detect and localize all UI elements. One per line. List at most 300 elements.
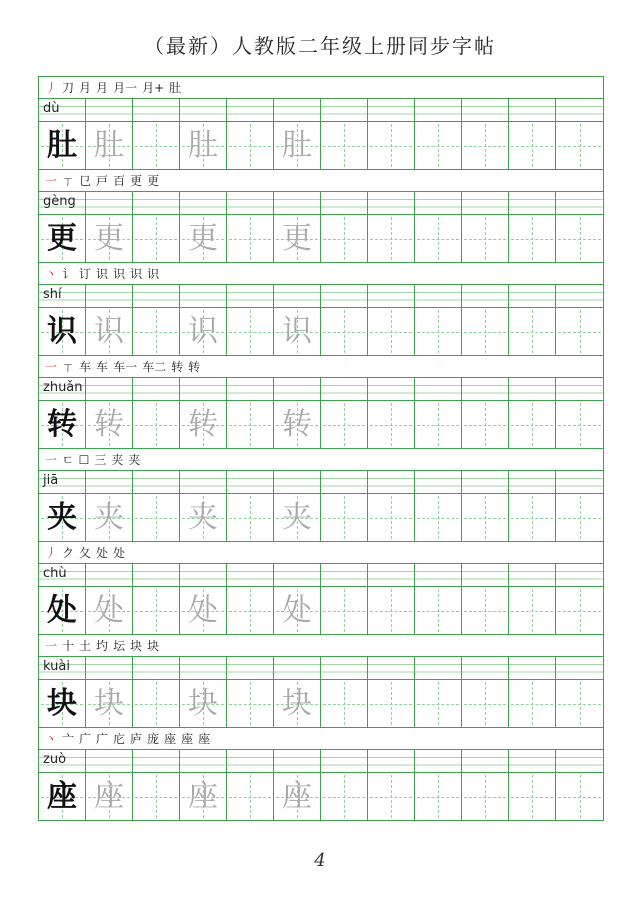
pinyin-cell[interactable]: [556, 564, 603, 586]
stroke-step: 土: [79, 639, 92, 653]
stroke-step: 一: [45, 174, 58, 188]
pinyin-cell[interactable]: [556, 657, 603, 679]
pinyin-cell[interactable]: [86, 471, 133, 493]
stroke-step: 刀: [62, 81, 75, 95]
tian-zi-ge-cell[interactable]: [462, 215, 509, 262]
stroke-step: 夂: [79, 546, 92, 560]
pinyin-cell[interactable]: [415, 99, 462, 121]
character-block: [39, 262, 603, 355]
trace-character: 识: [188, 313, 218, 349]
tian-zi-ge-cell[interactable]: [39, 680, 86, 727]
tian-zi-ge-cell[interactable]: [415, 308, 462, 355]
pinyin-label: zuò: [43, 752, 67, 767]
pinyin-cell[interactable]: [86, 564, 133, 586]
pinyin-row: [39, 377, 603, 400]
pinyin-cell[interactable]: [415, 564, 462, 586]
pinyin-cell[interactable]: [86, 378, 133, 400]
pinyin-cell[interactable]: [321, 378, 368, 400]
trace-character: 转: [282, 406, 312, 442]
pinyin-cell[interactable]: [274, 657, 321, 679]
pinyin-cell[interactable]: [368, 378, 415, 400]
tian-zi-ge-cell[interactable]: [227, 494, 274, 541]
tian-zi-ge-cell[interactable]: [415, 401, 462, 448]
tian-zi-ge-cell[interactable]: [368, 122, 415, 169]
stroke-step: ☐: [78, 452, 90, 467]
tian-zi-ge-cell[interactable]: [368, 680, 415, 727]
stroke-step: 戸: [96, 174, 109, 188]
pinyin-cell[interactable]: [509, 564, 556, 586]
tian-zi-ge-cell[interactable]: [227, 308, 274, 355]
trace-character: 肚: [94, 127, 124, 163]
tian-zi-ge-cell[interactable]: [86, 215, 133, 262]
page-number: 4: [314, 850, 326, 871]
pinyin-cell[interactable]: [180, 378, 227, 400]
pinyin-row: [39, 563, 603, 586]
tian-zi-ge-cell[interactable]: [368, 773, 415, 820]
character-block: [39, 76, 603, 169]
tian-zi-ge-cell[interactable]: [368, 215, 415, 262]
pinyin-cell[interactable]: [415, 750, 462, 772]
tian-zi-ge-cell[interactable]: [321, 773, 368, 820]
pinyin-label: kuài: [43, 659, 70, 674]
pinyin-cell[interactable]: [274, 99, 321, 121]
pinyin-cell[interactable]: [462, 192, 509, 214]
tian-zi-ge-cell[interactable]: [415, 122, 462, 169]
stroke-order-row: [39, 169, 603, 191]
pinyin-cell[interactable]: [415, 657, 462, 679]
stroke-step: 一: [45, 453, 58, 467]
stroke-step: 广: [96, 732, 109, 746]
character-row: [39, 493, 603, 541]
stroke-step: 月一: [113, 81, 138, 95]
tian-zi-ge-cell[interactable]: [415, 587, 462, 634]
tian-zi-ge-cell[interactable]: [556, 587, 603, 634]
pinyin-cell[interactable]: [86, 99, 133, 121]
tian-zi-ge-cell[interactable]: [462, 401, 509, 448]
practice-grid: [38, 76, 604, 821]
tian-zi-ge-cell[interactable]: [556, 122, 603, 169]
pinyin-cell[interactable]: [509, 99, 556, 121]
model-character: 识: [47, 313, 77, 349]
pinyin-cell[interactable]: [509, 657, 556, 679]
stroke-step: 丿: [45, 81, 58, 95]
pinyin-cell[interactable]: [86, 285, 133, 307]
stroke-step: 夹: [111, 453, 124, 467]
character-row: [39, 679, 603, 727]
stroke-step: 处: [96, 546, 109, 560]
stroke-step: 十: [62, 639, 75, 653]
tian-zi-ge-cell[interactable]: [86, 587, 133, 634]
stroke-step: 月+: [142, 81, 165, 95]
stroke-step: 庐: [130, 732, 143, 746]
tian-zi-ge-cell[interactable]: [133, 308, 180, 355]
tian-zi-ge-cell[interactable]: [180, 122, 227, 169]
tian-zi-ge-cell[interactable]: [509, 680, 556, 727]
pinyin-cell[interactable]: [462, 750, 509, 772]
stroke-step: 丿: [45, 546, 58, 560]
trace-character: 处: [282, 592, 312, 628]
trace-character: 夹: [94, 499, 124, 535]
pinyin-cell[interactable]: [509, 285, 556, 307]
stroke-step: 识: [96, 267, 109, 281]
stroke-step: 坛: [113, 639, 126, 653]
tian-zi-ge-cell[interactable]: [39, 773, 86, 820]
tian-zi-ge-cell[interactable]: [86, 122, 133, 169]
tian-zi-ge-cell[interactable]: [509, 308, 556, 355]
tian-zi-ge-cell[interactable]: [180, 215, 227, 262]
pinyin-cell[interactable]: [227, 285, 274, 307]
pinyin-row: [39, 98, 603, 121]
trace-character: 夹: [188, 499, 218, 535]
stroke-step: 识: [113, 267, 126, 281]
stroke-step: 月: [96, 81, 109, 95]
pinyin-row: [39, 749, 603, 772]
pinyin-cell[interactable]: [321, 192, 368, 214]
tian-zi-ge-cell[interactable]: [274, 401, 321, 448]
pinyin-label: shí: [43, 287, 62, 302]
stroke-order-row: [39, 634, 603, 656]
stroke-step: ㄷ: [62, 453, 74, 467]
pinyin-label: zhuǎn: [43, 380, 83, 395]
tian-zi-ge-cell[interactable]: [462, 773, 509, 820]
tian-zi-ge-cell[interactable]: [462, 680, 509, 727]
character-block: [39, 634, 603, 727]
tian-zi-ge-cell[interactable]: [133, 215, 180, 262]
tian-zi-ge-cell[interactable]: [321, 401, 368, 448]
character-row: [39, 214, 603, 262]
tian-zi-ge-cell[interactable]: [274, 587, 321, 634]
tian-zi-ge-cell[interactable]: [321, 494, 368, 541]
stroke-step: 丶: [45, 267, 58, 281]
tian-zi-ge-cell[interactable]: [86, 680, 133, 727]
pinyin-cell[interactable]: [133, 285, 180, 307]
tian-zi-ge-cell[interactable]: [274, 494, 321, 541]
tian-zi-ge-cell[interactable]: [227, 122, 274, 169]
pinyin-cell[interactable]: [368, 564, 415, 586]
page-title: （最新）人教版二年级上册同步字帖: [144, 34, 496, 58]
pinyin-cell[interactable]: [180, 657, 227, 679]
tian-zi-ge-cell[interactable]: [368, 587, 415, 634]
pinyin-cell[interactable]: [39, 750, 86, 772]
tian-zi-ge-cell[interactable]: [462, 494, 509, 541]
tian-zi-ge-cell[interactable]: [86, 308, 133, 355]
trace-character: 座: [188, 778, 218, 814]
pinyin-cell[interactable]: [86, 657, 133, 679]
stroke-step: 块: [130, 639, 143, 653]
pinyin-cell[interactable]: [180, 192, 227, 214]
tian-zi-ge-cell[interactable]: [227, 401, 274, 448]
tian-zi-ge-cell[interactable]: [133, 401, 180, 448]
pinyin-cell[interactable]: [462, 471, 509, 493]
pinyin-cell[interactable]: [39, 657, 86, 679]
tian-zi-ge-cell[interactable]: [227, 680, 274, 727]
tian-zi-ge-cell[interactable]: [133, 680, 180, 727]
character-row: [39, 121, 603, 169]
stroke-step: 㔾: [79, 174, 92, 188]
stroke-step: 三: [94, 453, 107, 467]
tian-zi-ge-cell[interactable]: [556, 308, 603, 355]
tian-zi-ge-cell[interactable]: [415, 215, 462, 262]
stroke-order-row: [39, 727, 603, 749]
tian-zi-ge-cell[interactable]: [321, 680, 368, 727]
trace-character: 处: [188, 592, 218, 628]
pinyin-cell[interactable]: [368, 99, 415, 121]
pinyin-cell[interactable]: [133, 564, 180, 586]
pinyin-cell[interactable]: [227, 564, 274, 586]
pinyin-cell[interactable]: [39, 99, 86, 121]
tian-zi-ge-cell[interactable]: [556, 494, 603, 541]
stroke-step: 座: [164, 732, 177, 746]
pinyin-cell[interactable]: [274, 471, 321, 493]
pinyin-cell[interactable]: [509, 378, 556, 400]
pinyin-cell[interactable]: [274, 750, 321, 772]
trace-character: 处: [94, 592, 124, 628]
pinyin-cell[interactable]: [368, 471, 415, 493]
model-character: 更: [47, 220, 77, 256]
pinyin-cell[interactable]: [368, 285, 415, 307]
trace-character: 块: [282, 685, 312, 721]
trace-character: 座: [282, 778, 312, 814]
tian-zi-ge-cell[interactable]: [509, 215, 556, 262]
tian-zi-ge-cell[interactable]: [274, 122, 321, 169]
stroke-step: ㄒ: [62, 174, 75, 188]
pinyin-cell[interactable]: [321, 99, 368, 121]
pinyin-cell[interactable]: [462, 99, 509, 121]
tian-zi-ge-cell[interactable]: [509, 122, 556, 169]
pinyin-cell[interactable]: [556, 192, 603, 214]
pinyin-row: [39, 191, 603, 214]
tian-zi-ge-cell[interactable]: [321, 122, 368, 169]
trace-character: 块: [94, 685, 124, 721]
tian-zi-ge-cell[interactable]: [556, 401, 603, 448]
stroke-step: 识: [147, 267, 160, 281]
pinyin-cell[interactable]: [415, 285, 462, 307]
pinyin-cell[interactable]: [462, 378, 509, 400]
trace-character: 更: [282, 220, 312, 256]
tian-zi-ge-cell[interactable]: [227, 215, 274, 262]
tian-zi-ge-cell[interactable]: [509, 401, 556, 448]
tian-zi-ge-cell[interactable]: [39, 401, 86, 448]
tian-zi-ge-cell[interactable]: [509, 587, 556, 634]
pinyin-cell[interactable]: [415, 471, 462, 493]
stroke-step: 亠: [62, 732, 75, 746]
tian-zi-ge-cell[interactable]: [368, 494, 415, 541]
pinyin-label: jiā: [43, 473, 59, 488]
stroke-step: 转: [171, 360, 184, 374]
stroke-step: 丶: [45, 732, 58, 746]
tian-zi-ge-cell[interactable]: [321, 587, 368, 634]
pinyin-cell[interactable]: [274, 378, 321, 400]
tian-zi-ge-cell[interactable]: [462, 308, 509, 355]
stroke-step: 庞: [147, 732, 160, 746]
tian-zi-ge-cell[interactable]: [39, 494, 86, 541]
pinyin-cell[interactable]: [133, 192, 180, 214]
pinyin-cell[interactable]: [321, 285, 368, 307]
model-character: 块: [47, 685, 77, 721]
tian-zi-ge-cell[interactable]: [39, 308, 86, 355]
tian-zi-ge-cell[interactable]: [86, 494, 133, 541]
pinyin-cell[interactable]: [227, 192, 274, 214]
tian-zi-ge-cell[interactable]: [39, 587, 86, 634]
tian-zi-ge-cell[interactable]: [509, 494, 556, 541]
trace-character: 座: [94, 778, 124, 814]
tian-zi-ge-cell[interactable]: [180, 494, 227, 541]
pinyin-cell[interactable]: [180, 99, 227, 121]
pinyin-cell[interactable]: [227, 657, 274, 679]
pinyin-cell[interactable]: [509, 192, 556, 214]
model-character: 处: [47, 592, 77, 628]
pinyin-cell[interactable]: [180, 285, 227, 307]
pinyin-cell[interactable]: [39, 285, 86, 307]
stroke-step: 车: [96, 360, 109, 374]
pinyin-cell[interactable]: [321, 564, 368, 586]
pinyin-cell[interactable]: [133, 657, 180, 679]
tian-zi-ge-cell[interactable]: [133, 587, 180, 634]
pinyin-cell[interactable]: [227, 750, 274, 772]
stroke-step: 转: [188, 360, 201, 374]
trace-character: 肚: [188, 127, 218, 163]
pinyin-cell[interactable]: [133, 750, 180, 772]
stroke-step: ク: [62, 546, 75, 560]
tian-zi-ge-cell[interactable]: [180, 401, 227, 448]
pinyin-cell[interactable]: [556, 378, 603, 400]
tian-zi-ge-cell[interactable]: [39, 215, 86, 262]
pinyin-cell[interactable]: [274, 192, 321, 214]
stroke-step: ㄒ: [62, 360, 75, 374]
character-row: [39, 772, 603, 820]
pinyin-cell[interactable]: [321, 471, 368, 493]
tian-zi-ge-cell[interactable]: [133, 122, 180, 169]
tian-zi-ge-cell[interactable]: [180, 680, 227, 727]
pinyin-cell[interactable]: [227, 99, 274, 121]
pinyin-cell[interactable]: [556, 285, 603, 307]
stroke-step: 座: [198, 732, 211, 746]
trace-character: 更: [188, 220, 218, 256]
tian-zi-ge-cell[interactable]: [462, 122, 509, 169]
tian-zi-ge-cell[interactable]: [39, 122, 86, 169]
stroke-step: 肚: [169, 81, 182, 95]
character-row: [39, 400, 603, 448]
pinyin-cell[interactable]: [39, 471, 86, 493]
model-character: 肚: [47, 127, 77, 163]
tian-zi-ge-cell[interactable]: [462, 587, 509, 634]
pinyin-cell[interactable]: [86, 750, 133, 772]
tian-zi-ge-cell[interactable]: [556, 773, 603, 820]
pinyin-cell[interactable]: [86, 192, 133, 214]
tian-zi-ge-cell[interactable]: [556, 215, 603, 262]
trace-character: 肚: [282, 127, 312, 163]
pinyin-cell[interactable]: [133, 99, 180, 121]
stroke-order-row: [39, 76, 603, 98]
tian-zi-ge-cell[interactable]: [86, 773, 133, 820]
stroke-step: 讠: [62, 267, 75, 281]
tian-zi-ge-cell[interactable]: [133, 773, 180, 820]
stroke-step: 更: [130, 174, 143, 188]
pinyin-cell[interactable]: [133, 471, 180, 493]
tian-zi-ge-cell[interactable]: [180, 587, 227, 634]
stroke-step: 车二: [142, 360, 167, 374]
pinyin-cell[interactable]: [509, 750, 556, 772]
tian-zi-ge-cell[interactable]: [274, 215, 321, 262]
trace-character: 更: [94, 220, 124, 256]
pinyin-cell[interactable]: [415, 192, 462, 214]
pinyin-cell[interactable]: [227, 471, 274, 493]
tian-zi-ge-cell[interactable]: [415, 494, 462, 541]
pinyin-label: chù: [43, 566, 67, 581]
stroke-step: 车一: [113, 360, 138, 374]
tian-zi-ge-cell[interactable]: [133, 494, 180, 541]
tian-zi-ge-cell[interactable]: [180, 308, 227, 355]
pinyin-cell[interactable]: [368, 750, 415, 772]
tian-zi-ge-cell[interactable]: [415, 680, 462, 727]
tian-zi-ge-cell[interactable]: [274, 308, 321, 355]
pinyin-cell[interactable]: [556, 471, 603, 493]
stroke-step: 圴: [96, 639, 109, 653]
pinyin-cell[interactable]: [509, 471, 556, 493]
tian-zi-ge-cell[interactable]: [321, 215, 368, 262]
tian-zi-ge-cell[interactable]: [180, 773, 227, 820]
pinyin-cell[interactable]: [274, 285, 321, 307]
pinyin-cell[interactable]: [180, 471, 227, 493]
pinyin-cell[interactable]: [462, 564, 509, 586]
tian-zi-ge-cell[interactable]: [86, 401, 133, 448]
trace-character: 转: [188, 406, 218, 442]
pinyin-cell[interactable]: [415, 378, 462, 400]
pinyin-cell[interactable]: [368, 657, 415, 679]
stroke-step: 一: [45, 360, 58, 374]
stroke-step: 识: [130, 267, 143, 281]
stroke-step: 月: [79, 81, 92, 95]
pinyin-label: gèng: [43, 194, 76, 209]
pinyin-row: [39, 470, 603, 493]
pinyin-cell[interactable]: [274, 564, 321, 586]
pinyin-cell[interactable]: [462, 285, 509, 307]
pinyin-cell[interactable]: [180, 750, 227, 772]
tian-zi-ge-cell[interactable]: [274, 680, 321, 727]
pinyin-cell[interactable]: [133, 378, 180, 400]
pinyin-cell[interactable]: [321, 657, 368, 679]
tian-zi-ge-cell[interactable]: [368, 308, 415, 355]
pinyin-cell[interactable]: [39, 378, 86, 400]
tian-zi-ge-cell[interactable]: [509, 773, 556, 820]
stroke-step: 更: [147, 174, 160, 188]
pinyin-cell[interactable]: [227, 378, 274, 400]
tian-zi-ge-cell[interactable]: [556, 680, 603, 727]
pinyin-cell[interactable]: [368, 192, 415, 214]
pinyin-cell[interactable]: [556, 750, 603, 772]
stroke-order-row: [39, 541, 603, 563]
pinyin-cell[interactable]: [321, 750, 368, 772]
tian-zi-ge-cell[interactable]: [227, 587, 274, 634]
tian-zi-ge-cell[interactable]: [415, 773, 462, 820]
tian-zi-ge-cell[interactable]: [368, 401, 415, 448]
pinyin-cell[interactable]: [462, 657, 509, 679]
character-block: [39, 169, 603, 262]
stroke-order-row: [39, 262, 603, 284]
tian-zi-ge-cell[interactable]: [227, 773, 274, 820]
stroke-step: 块: [147, 639, 160, 653]
tian-zi-ge-cell[interactable]: [274, 773, 321, 820]
tian-zi-ge-cell[interactable]: [321, 308, 368, 355]
pinyin-cell[interactable]: [39, 192, 86, 214]
pinyin-cell[interactable]: [39, 564, 86, 586]
pinyin-cell[interactable]: [556, 99, 603, 121]
stroke-step: 座: [181, 732, 194, 746]
trace-character: 块: [188, 685, 218, 721]
character-block: [39, 355, 603, 448]
trace-character: 夹: [282, 499, 312, 535]
pinyin-cell[interactable]: [180, 564, 227, 586]
